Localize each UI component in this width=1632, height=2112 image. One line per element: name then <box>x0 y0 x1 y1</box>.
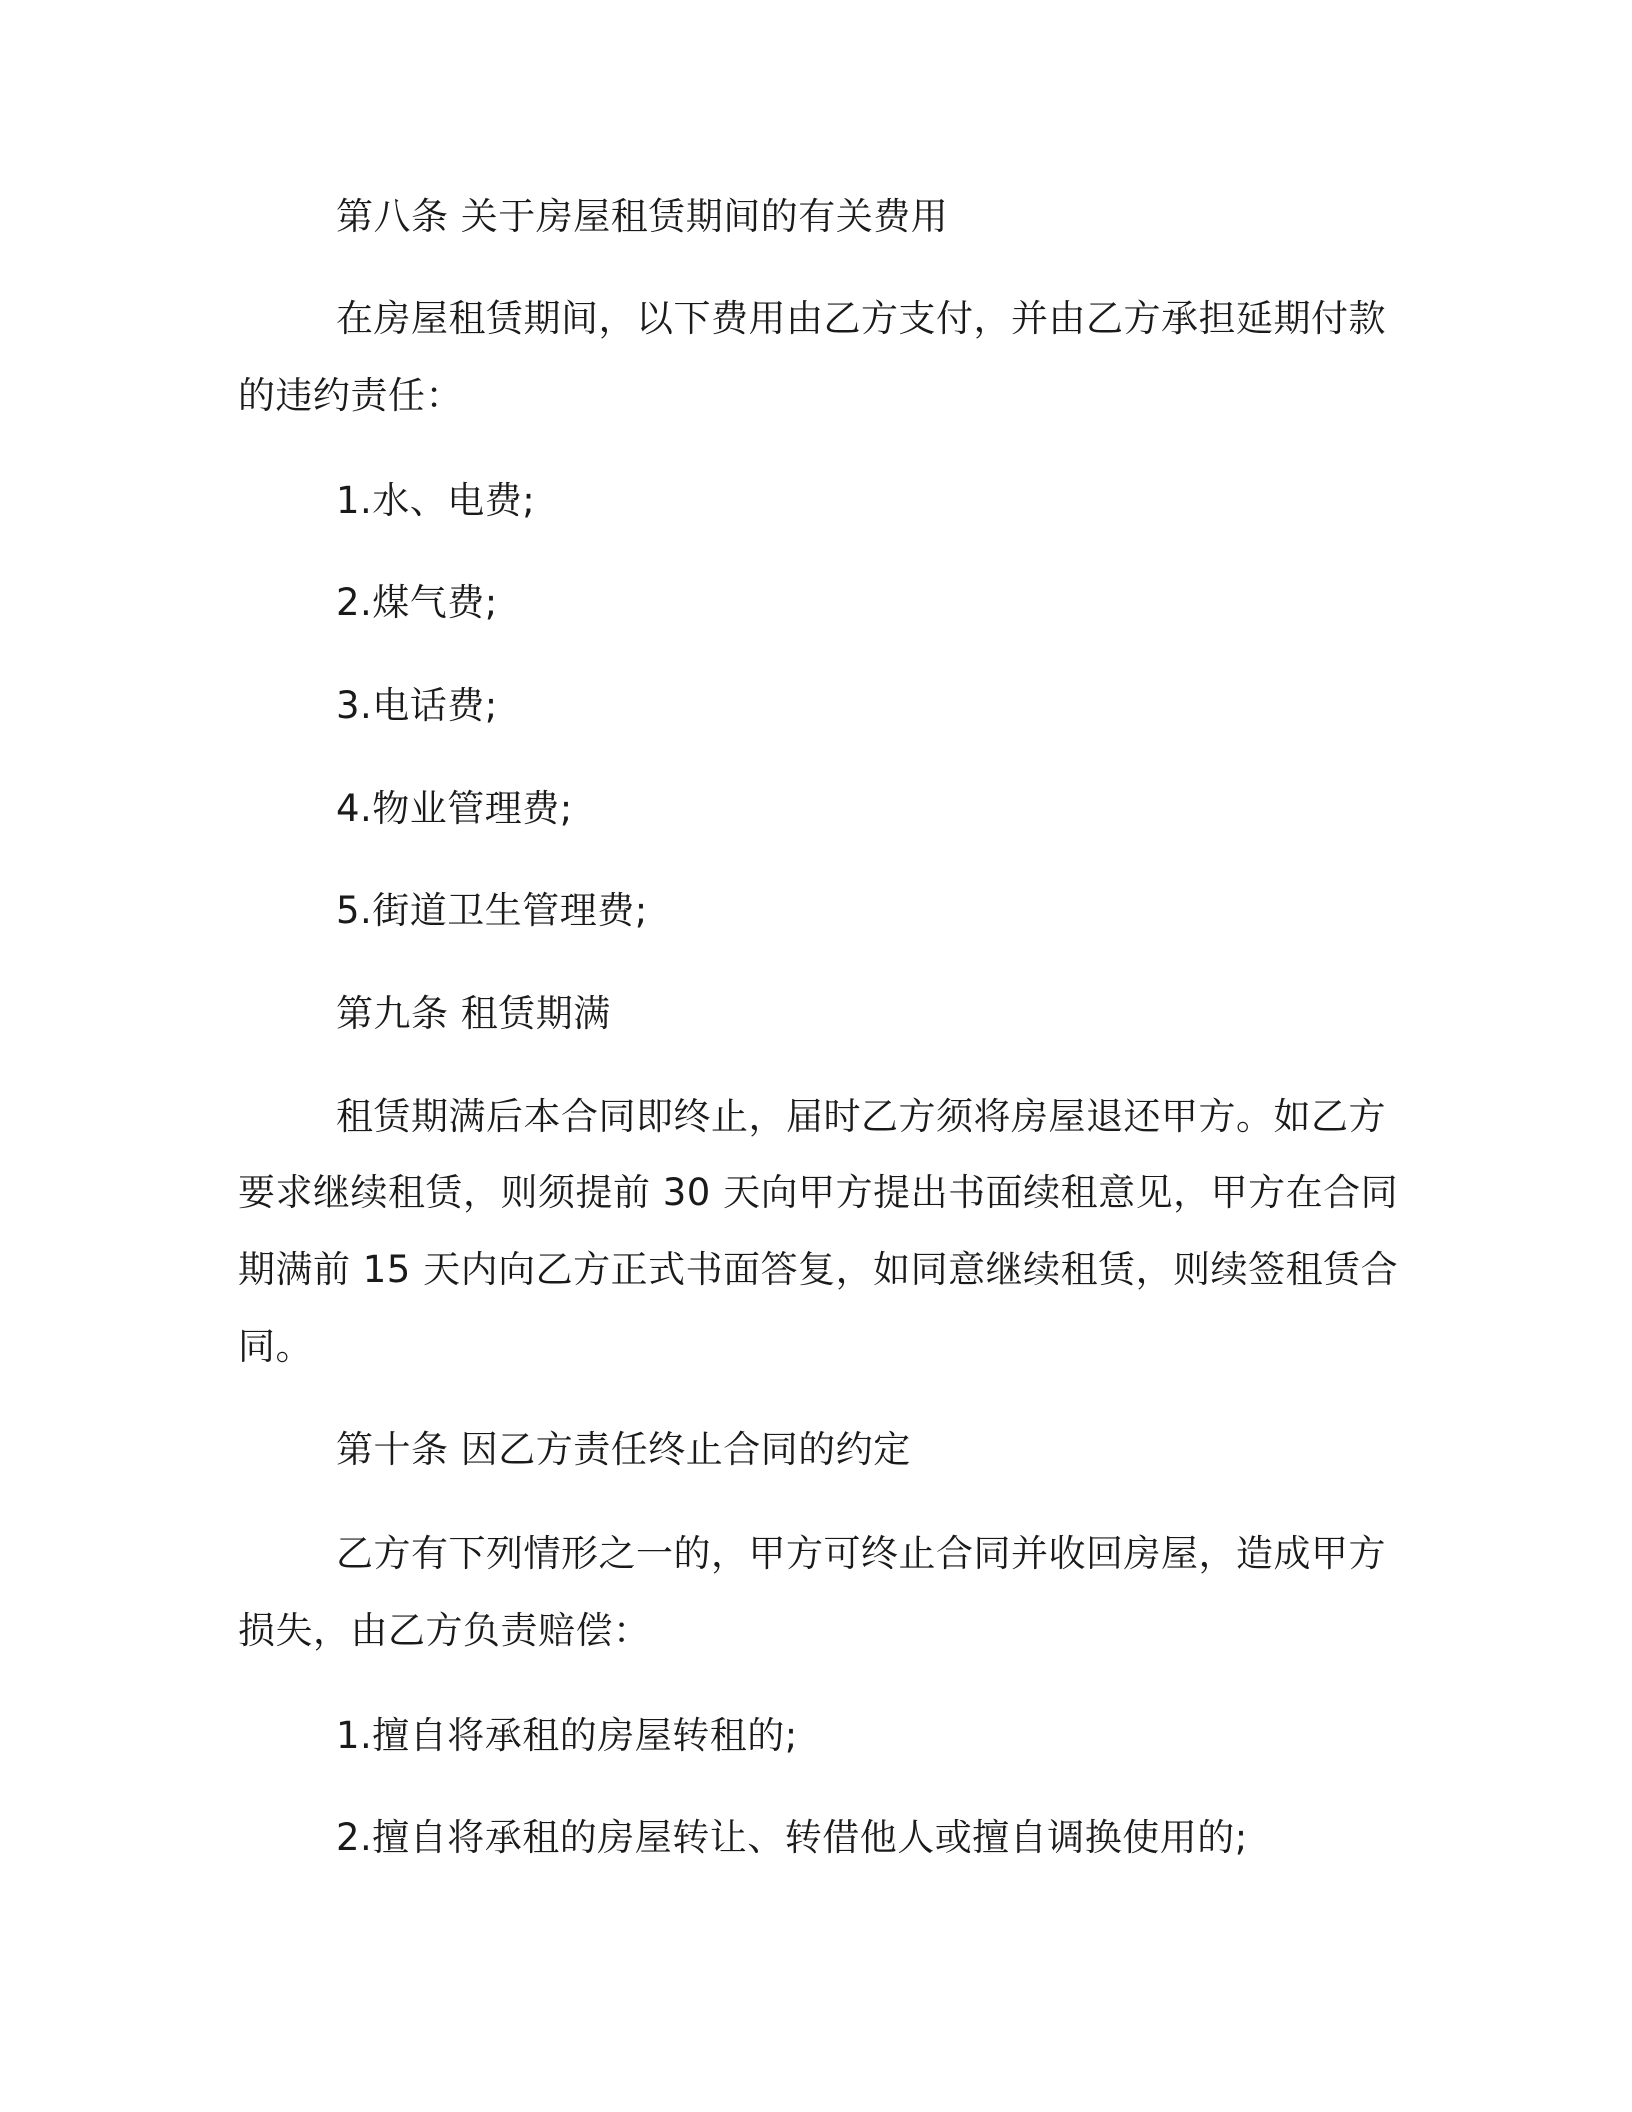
article-8-paragraph-line-2: 的违约责任： <box>238 374 463 417</box>
article-10-item-1: 1.擅自将承租的房屋转租的; <box>336 1714 798 1757</box>
article-8-item-3: 3.电话费; <box>336 684 498 727</box>
article-9-paragraph-line-4: 同。 <box>238 1325 313 1368</box>
article-8-item-5: 5.街道卫生管理费; <box>336 889 648 932</box>
article-9-paragraph-line-2: 要求继续租赁，则须提前 30 天向甲方提出书面续租意见，甲方在合同 <box>238 1171 1399 1214</box>
article-10-item-2: 2.擅自将承租的房屋转让、转借他人或擅自调换使用的; <box>336 1816 1248 1859</box>
article-8-item-4: 4.物业管理费; <box>336 787 573 830</box>
article-10-heading: 第十条 因乙方责任终止合同的约定 <box>336 1428 911 1471</box>
article-8-item-2: 2.煤气费; <box>336 581 498 624</box>
article-9-paragraph-line-3: 期满前 15 天内向乙方正式书面答复，如同意继续租赁，则续签租赁合 <box>238 1248 1399 1291</box>
article-9-heading: 第九条 租赁期满 <box>336 992 611 1035</box>
article-8-item-1: 1.水、电费; <box>336 479 536 522</box>
article-10-paragraph-line-2: 损失，由乙方负责赔偿： <box>238 1609 651 1652</box>
article-8-heading: 第八条 关于房屋租赁期间的有关费用 <box>336 195 949 238</box>
article-9-paragraph-line-1: 租赁期满后本合同即终止，届时乙方须将房屋退还甲方。如乙方 <box>336 1095 1386 1138</box>
article-10-paragraph-line-1: 乙方有下列情形之一的，甲方可终止合同并收回房屋，造成甲方 <box>336 1532 1386 1575</box>
article-8-paragraph-line-1: 在房屋租赁期间，以下费用由乙方支付，并由乙方承担延期付款 <box>336 297 1386 340</box>
